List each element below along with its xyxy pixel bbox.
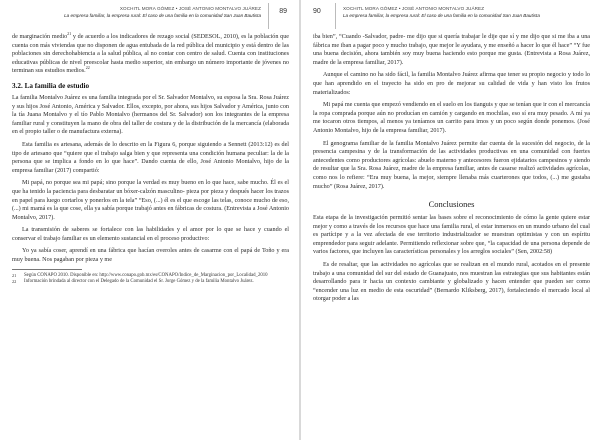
left-paragraph-4: Mi papá, no porque sea mi papá; sino porque la verdad es muy bueno en lo que hace, sabe mucho. Él es el que ha tenido la paciencia para desbaratar un bóxer-calzón masculino- pieza por pieza y después hacer los trazos en papel para luego cortarlos y ponerlos en la tela” “Eso, (...) él es el que escoge las telas, conoce mucho de eso, (...) mi mamá es la que cose, ella ya sabía porque trabajó antes en fábricas de costura. (Entrevista a José Antonio Montalvo, 2017). [12,180,289,221]
footnote-text: Información brindada al director con el Delegado de la Comunidad el Sr. Jorge Gómez y de la familia Montalvo Juárez. [24,278,254,284]
footnote-number: 22 [12,278,17,284]
left-paragraph-2: La familia Montalvo Juárez es una familia integrada por el Sr. Salvador Montalvo, su esposa la Sra. Rosa Juárez y sus hijos José Antonio, América y Salvador. Ellos, excepto, por ahora, sus hijos Salvador y América, junto con la tía Juana Montalvo y el tío Pablo Montalvo (hermanos del Sr. Salvador) son los integrantes de la empresa familiar rural y constituyen la mano de obra del taller de costura y de la distribución de la mercancía (elaborada en el propio taller o de manufactura externa). [12,94,289,136]
footnote-text: Según CONAPO 2010. Disponible en: http://www.conapo.gob.mx/es/CONAPO/Indice_de_Marginacion_por_Localidad_2010 [24,272,268,278]
left-header-title: La empresa familiar, la empresa rural: El caso de una familia en la comunidad San Juan Bautista [64,13,261,18]
left-page-number: 89 [279,8,287,15]
right-header-authors: XOCHITL MORA GÓMEZ • JOSÉ ANTONIO MONTALVO JUÁREZ [343,6,485,11]
left-page [0,0,299,440]
left-page-header [12,3,289,33]
right-paragraph-6: Es de resaltar, que las actividades no agrícolas que se realizan en el mundo rural, acotados en el presente trabajo a una comunidad del sur del estado de Guanajuato, nos muestran las estrategias que sus habitantes están desarrollando para ir hacia un contexto cambiante y globalizado y hacen entender que pueden ser como “encender una luz en medio de esta oscuridad” (Bernardo Kliksberg, 2017), fortaleciendo el mercado local al otorgar poder a las [313,262,590,303]
right-page-body [313,33,590,304]
footnote-ref-21: 21 [67,30,72,36]
right-paragraph-5: Esta etapa de la investigación permitió sentar las bases sobre el reconocimiento de cómo la gente quiere estar mejor y como a través de los recursos que hace una familia rural, el estar inmersos en un mundo urbano del cual es partícipe y a la vez afectada de ese territorio industrializador se muestran optimistas y con un espíritu emprendedor para seguir adelante. Permitiendo reflexionar sobre que, “la capacidad de una persona depende de varios factores, que incluyen las características personales y los arreglos sociales” (Sen, 2002:58) [313,215,590,256]
right-page [301,0,600,440]
right-paragraph-4: El genograma familiar de la familia Montalvo Juárez permite dar cuenta de la sucesión del negocio, de la presencia campesina y de la transformación de las actividades productivas en una comunidad con fuertes antecedentes como productores agrícolas: abuelo materno y antecesores fueron ejidatarios campesinos y siendo de resultar que la Sra. Rosa Juárez, madre de la empresa familiar, antes de casarse realizó actividades agrícolas, como nos lo refiere: “Era muy buena, la mejor, siempre llenaba más cuarterones que todos, (...) me gustaba mucho” (Rosa Juárez, 2017). [313,140,590,190]
right-header-title: La empresa familiar, la empresa rural: El caso de una familia en la comunidad San Juan Bautista [343,13,540,18]
left-page-body [12,30,289,285]
left-paragraph-6: Yo ya sabía coser, aprendí en una fábrica que hacían overoles antes de casarme con el papá de Toño y era muy buena. Nos pagaban por pieza y me [12,248,289,264]
footnote-separator [12,269,82,270]
right-page-header [313,3,590,33]
footnote-22 [12,279,289,285]
left-paragraph-1: de marginación medio$^{21}$ y de acuerdo a los indicadores de rezago social (SEDESOL, 2010), es la población que cuenta con más viviendas que no disponen de agua entubada de la red pública del municipio y está dentro de las poblaciones sin derechohabiencia a la salud pública, al no contar con centro de salud. Cuenta con instituciones educativas públicas de nivel preescolar hasta medio superior, sin embargo un número importante de jóvenes no terminan sus estudios medios.$^{22}$ [12,30,289,75]
left-paragraph-5: La transmisión de saberes se fortalece con las habilidades y el amor por lo que se hace y cuando el conservar el trabajo familiar es un elemento sustancial en el proceso productivo: [12,227,289,242]
right-paragraph-1: iba bien”, “Cuando -Salvador, padre- me dijo que si quería trabajar le dije que sí y me dijo que si me iba a una fábrica me iban a pagar poco y mucho trabajo, que mejor le ayudara, y me enseñó a hacer lo que él hace” “Y fue una buena decisión, ahora también soy muy buena haciendo esto porque me gusta. (Entrevista a Rosa Juárez, madre de la empresa familiar, 2017). [313,34,590,66]
footnote-number: 21 [12,272,17,278]
left-header-divider [268,3,269,29]
footnote-ref-22: 22 [85,65,90,71]
left-header-authors: XOCHITL MORA GÓMEZ • JOSÉ ANTONIO MONTALVO JUÁREZ [119,6,261,11]
left-paragraph-3: Esta familia es artesana, además de lo descrito en la Figura 6, porque siguiendo a Sennett (2013:12) es del tipo de artesano que “quiere que el trabajo salga bien y que representa una condición humana peculiar: la de la persona que se implica a fondo en lo que hace”. Dando cuenta de ello, José Antonio Montalvo, hijo de la empresa familiar (2017) compartió: [12,141,289,174]
right-paragraph-3: Mi papá me cuenta que empezó vendiendo en el suelo en los tianguis y que se tenían que ir con el mercancía la ropa comprada porque aún no producían en camión y cargando en mochilas, eso sí era muy pesado. A mí ya me tocaron otros tiempos, al menos ya teníamos un carrito para irnos y un poco según donde ponemos. (José Antonio Montalvo, hijo de la empresa familiar, 2017). [313,102,590,134]
right-page-number: 90 [313,8,321,15]
right-header-divider [335,3,336,29]
right-paragraph-2: Aunque el camino no ha sido fácil, la familia Montalvo Juárez afirma que tener su propio negocio y todo lo que han aprendido en el trayecto ha sido en pro de mejorar su calidad de vida y han visto los frutos materializados: [313,72,590,96]
conclusions-heading: Conclusiones [428,199,475,210]
section-heading: 3.2. La familia de estudio [12,81,90,90]
